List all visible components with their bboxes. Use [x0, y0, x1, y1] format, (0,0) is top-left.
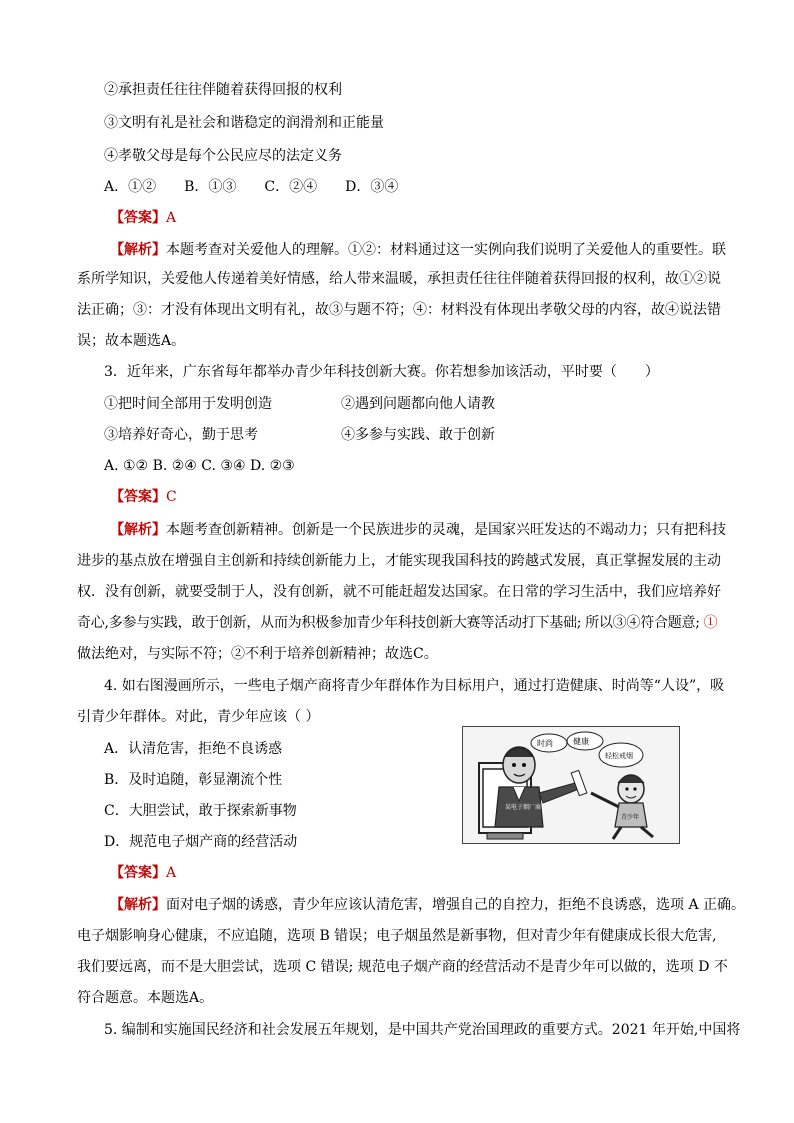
q4-option-c: C．大胆尝试，敢于探索新事物 — [104, 803, 297, 819]
q2-analysis-line-3: 法正确；③：才没有体现出文明有礼，故③与题不符；④：材料没有体现出孝敬父母的内容，故④说法错 — [77, 302, 721, 318]
q3-answer — [110, 487, 177, 507]
q4-option-b: B．及时追随，彰显潮流个性 — [104, 772, 283, 788]
q3-choices: A. ①② B. ②④ C. ③④ D. ②③ — [104, 458, 295, 474]
q3-analysis-line-5: 做法绝对，与实际不符；②不利于培养创新精神；故选C。 — [77, 646, 438, 662]
answer-tag: 【答案】 — [110, 865, 166, 881]
q2-choices: A．①② B．①③ C．②④ D．③④ — [104, 179, 399, 195]
q4-analysis-line-4: 符合题意。本题选A。 — [77, 990, 214, 1006]
q3-option-2: ②遇到问题都向他人请教 — [341, 396, 495, 412]
q3-option-3: ③培养好奇心，勤于思考 — [104, 427, 258, 443]
analysis-tag: 【解析】 — [110, 897, 166, 913]
q4-analysis-line-2: 电子烟影响身心健康，不应追随，选项 B 错误；电子烟虽然是新事物，但对青少年有健康成长很大危害, — [77, 928, 717, 944]
q4-stem-line-1: 4. 如右图漫画所示，一些电子烟产商将青少年群体作为目标用户，通过打造健康、时尚等“人设”，吸 — [104, 678, 725, 694]
q2-option-2: ②承担责任往往伴随着获得回报的权利 — [104, 82, 342, 98]
q2-option-4: ④孝敬父母是每个公民应尽的法定义务 — [104, 148, 342, 164]
q4-answer — [110, 863, 176, 883]
answer-value: A — [166, 210, 177, 226]
svg-text:青少年: 青少年 — [621, 815, 640, 821]
q2-answer — [110, 208, 176, 228]
q3-analysis-line-1: 【解析】本题考查创新精神。创新是一个民族进步的灵魂，是国家兴旺发达的不竭动力；只有把科技 — [110, 522, 726, 538]
q4-analysis-line-3: 我们要远离，而不是大胆尝试，选项 C 错误; 规范电子烟产商的经营活动不是青少年可以做的，选项 D 不 — [77, 959, 728, 975]
q4-option-a: A．认清危害，拒绝不良诱惑 — [104, 741, 283, 757]
q2-analysis-line-4: 误；故本题选A。 — [77, 333, 186, 349]
cartoon-illustration — [463, 727, 679, 843]
q3-analysis-line-3: 权．没有创新，就要受制于人，没有创新，就不可能赶超发达国家。在日常的学习生活中，我们应培养好 — [77, 584, 721, 600]
answer-tag: 【答案】 — [110, 489, 166, 505]
svg-text:健康: 健康 — [573, 737, 589, 746]
analysis-tag: 【解析】 — [110, 522, 166, 538]
answer-tag: 【答案】 — [110, 210, 166, 226]
screen-label: 某电子烟厂商 — [505, 805, 542, 811]
q3-stem: 3．近年来，广东省每年都举办青少年科技创新大赛。你若想参加该活动，平时要（ ） — [104, 364, 659, 380]
answer-value: A — [166, 865, 177, 881]
q5-stem-line-1: 5. 编制和实施国民经济和社会发展五年规划，是中国共产党治国理政的重要方式。2021 年开始,中国将 — [104, 1022, 741, 1038]
svg-text:轻松戒烟: 轻松戒烟 — [605, 753, 633, 760]
q3-option-1: ①把时间全部用于发明创造 — [104, 396, 272, 412]
q4-analysis-line-1: 【解析】面对电子烟的诱惑，青少年应该认清危害，增强自己的自控力，拒绝不良诱惑，选项 A 正确。 — [110, 897, 746, 913]
q2-analysis-line-1: 【解析】本题考查对关爱他人的理解。①②：材料通过这一实例向我们说明了关爱他人的重要性。联 — [110, 242, 726, 258]
q2-analysis-line-2: 系所学知识，关爱他人传递着美好情感，给人带来温暖，承担责任往往伴随着获得回报的权利，故①②说 — [77, 271, 721, 287]
e-cigarette-cartoon — [462, 726, 680, 844]
svg-text:时尚: 时尚 — [537, 739, 553, 748]
q2-option-3: ③文明有礼是社会和谐稳定的润滑剂和正能量 — [104, 115, 384, 131]
q4-option-d: D．规范电子烟产商的经营活动 — [104, 834, 298, 850]
answer-value: C — [166, 489, 177, 505]
q3-option-4: ④多参与实践、敢于创新 — [341, 427, 495, 443]
q4-stem-line-2: 引青少年群体。对此，青少年应该（ ） — [77, 709, 320, 725]
analysis-tag: 【解析】 — [110, 242, 166, 258]
q3-analysis-line-4: 奇心,多参与实践，敢于创新，从而为积极参加青少年科技创新大赛等活动打下基础; 所以③④符合题意; ① — [77, 615, 717, 631]
q3-analysis-line-2: 进步的基点放在增强自主创新和持续创新能力上，才能实现我国科技的跨越式发展，真正掌握发展的主动 — [77, 553, 721, 569]
